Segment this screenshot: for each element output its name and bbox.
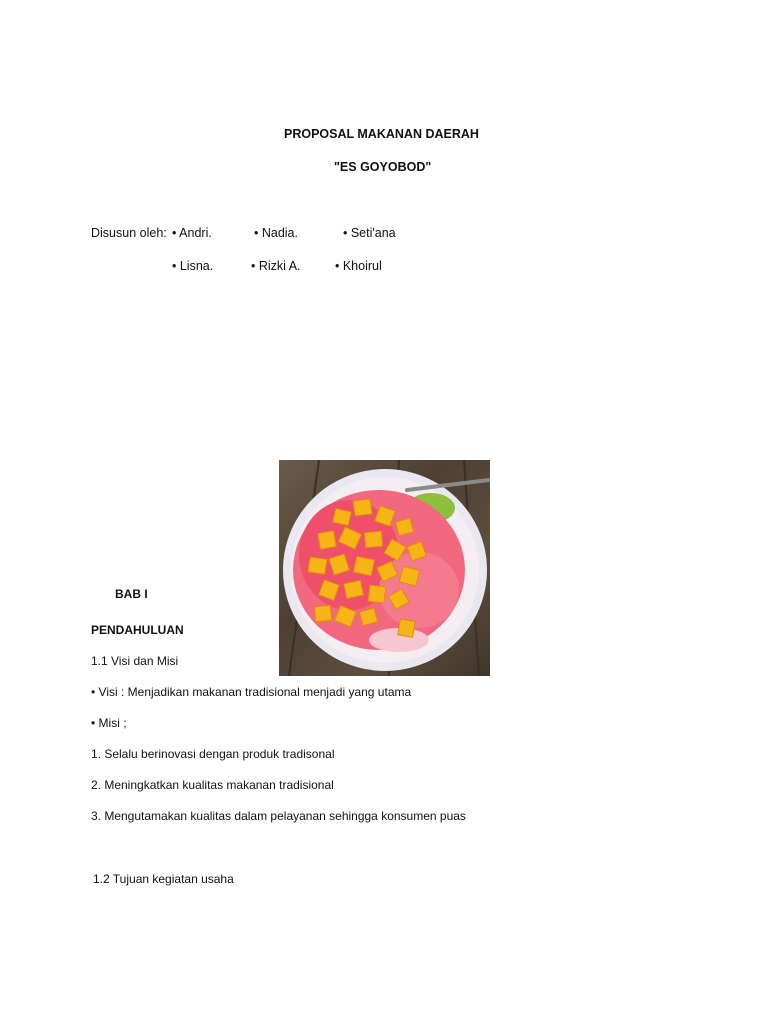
misi-item-3: 3. Mengutamakan kualitas dalam pelayanan sehingga konsumen puas [91,809,466,823]
misi-item-1: 1. Selalu berinovasi dengan produk tradisonal [91,747,335,761]
document-title: PROPOSAL MAKANAN DAERAH [284,127,479,141]
author-lisna: • Lisna. [172,259,214,273]
section-1-2-heading: 1.2 Tujuan kegiatan usaha [93,872,234,886]
document-subtitle: "ES GOYOBOD" [334,160,432,174]
es-goyobod-illustration [279,460,490,676]
author-setiana: • Seti'ana [343,226,396,240]
misi-label: • Misi ; [91,716,127,730]
section-1-1-heading: 1.1 Visi dan Misi [91,654,179,668]
author-rizki: • Rizki A. [251,259,301,273]
authors-label: Disusun oleh: [91,226,167,240]
misi-item-2: 2. Meningkatkan kualitas makanan tradisional [91,778,334,792]
author-andri: • Andri. [172,226,212,240]
author-khoirul: • Khoirul [335,259,382,273]
chapter-number: BAB I [115,587,148,601]
author-nadia: • Nadia. [254,226,298,240]
visi-text: • Visi : Menjadikan makanan tradisional menjadi yang utama [91,685,412,699]
es-goyobod-photo [279,460,490,676]
chapter-name: PENDAHULUAN [91,623,184,637]
